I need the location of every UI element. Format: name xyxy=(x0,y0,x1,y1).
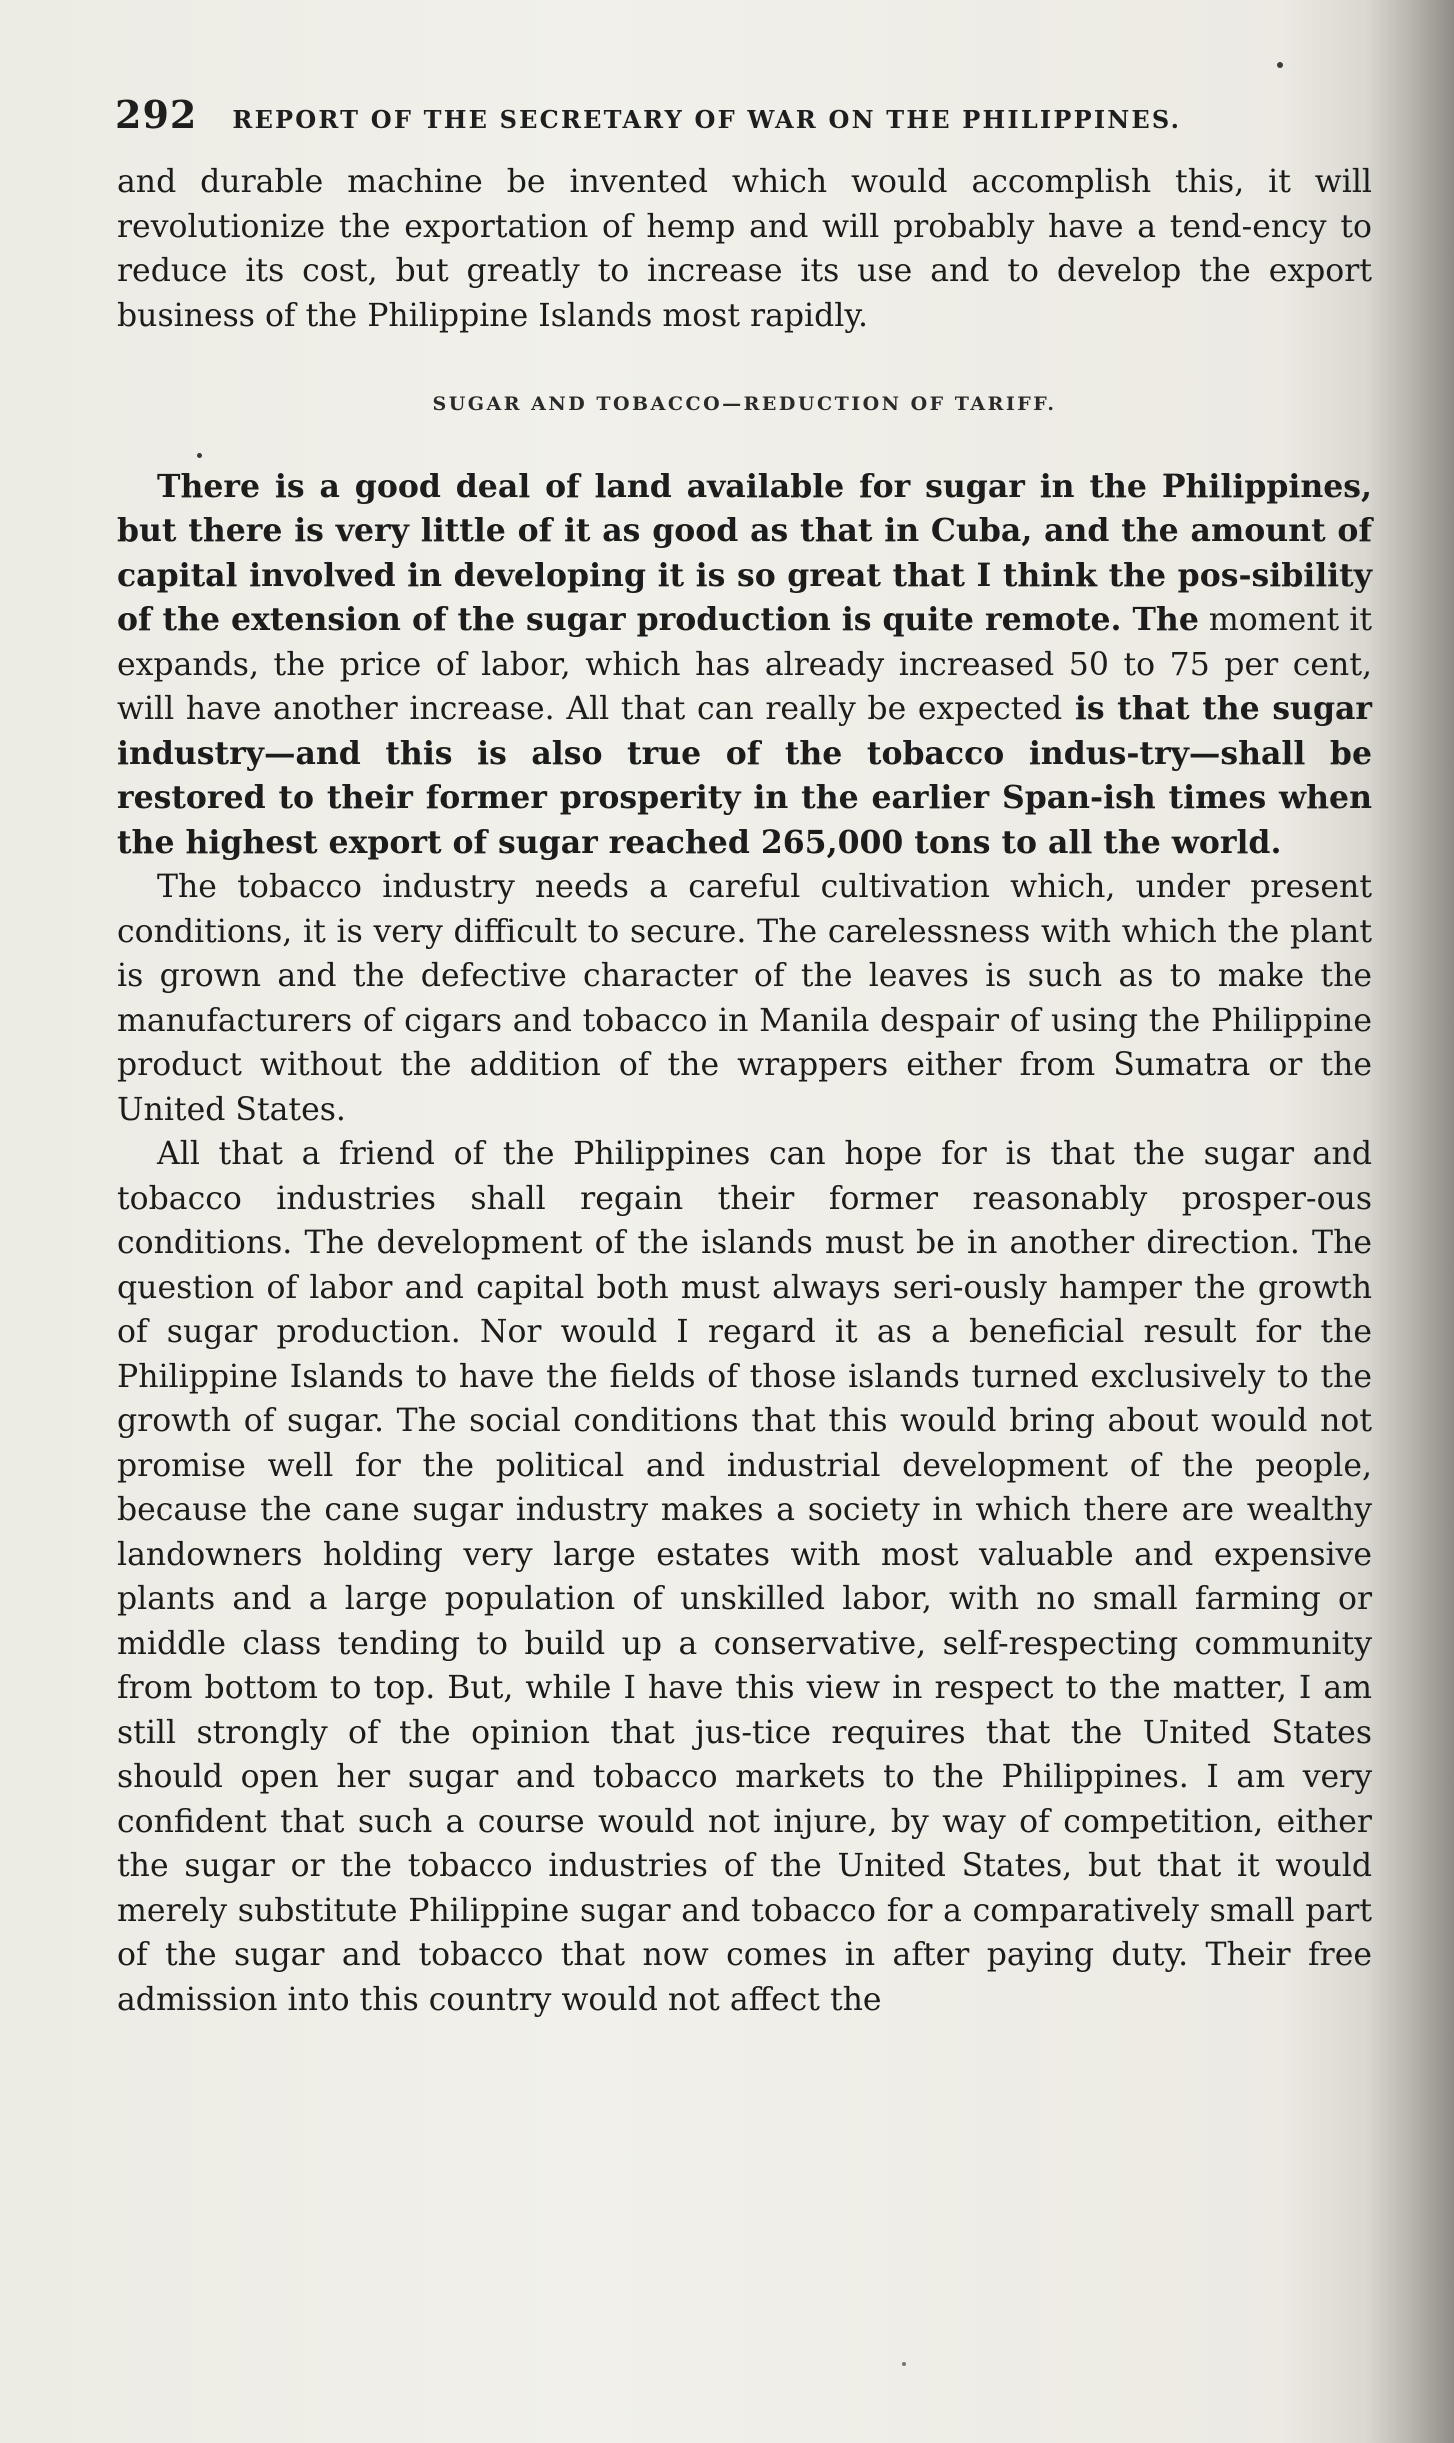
paragraph-sugar-land xyxy=(117,465,1372,866)
page-number: 292 xyxy=(115,92,198,137)
paragraph-friend-of-philippines: All that a friend of the Philippines can hope for is that the sugar and tobacco industries shall regain their former reasonably prosper-ous conditions. The development of the islands must be in another direction. The question of labor and capital both must always seri-ously hamper the growth of sugar production. Nor would I regard it as a beneficial result for the Philippine Islands to have the fields of those islands turned exclusively to the growth of sugar. The social conditions that this would bring about would not promise well for the political and industrial development of the people, because the cane sugar industry makes a society in which there are wealthy landowners holding very large estates with most valuable and expensive plants and a large population of unskilled labor, with no small farming or middle class tending to build up a conservative, self-respecting community from bottom to top. But, while I have this view in respect to the matter, I am still strongly of the opinion that jus-tice requires that the United States should open her sugar and tobacco markets to the Philippines. I am very confident that such a course would not injure, by way of competition, either the sugar or the tobacco industries of the United States, but that it would merely substitute Philippine sugar and tobacco for a comparatively small part of the sugar and tobacco that now comes in after paying duty. Their free admission into this country would not affect the xyxy=(117,1136,1372,2018)
paragraph-sugar-land-part-3: is that the sugar industry—and this is also true of the tobacco indus-try—shall be restored to their former prosperity in the earlier Span-ish times when the highest export of sugar reached 265,000 tons to all the world. xyxy=(117,690,1372,861)
page-header xyxy=(115,92,1315,137)
paragraph-tobacco-industry: The tobacco industry needs a careful cultivation which, under present conditions, it is very difficult to secure. The carelessness with which the plant is grown and the defective character of the leaves is such as to make the manufacturers of cigars and tobacco in Manila despair of using the Philippine product without the addition of the wrappers either from Sumatra or the United States. xyxy=(117,869,1372,1128)
print-speck xyxy=(197,453,202,458)
section-heading: SUGAR AND TOBACCO—REDUCTION OF TARIFF. xyxy=(432,393,1057,415)
paragraph-sugar-land-part-1: There is a good deal of land available for sugar in the Philippines, but there is very little of it as good as that in Cuba, and the amount of capital involved in developing it is so great that I think the pos-sibility of the extension of the sugar production is quite remote. The xyxy=(117,467,1372,638)
print-speck xyxy=(1277,62,1283,68)
paragraph-sugar-land-part-2: moment it expands, the price of labor, which has already increased 50 to 75 per cent, will have another increase. All that can really be expected xyxy=(117,602,1372,727)
body-text xyxy=(117,160,1372,2022)
paragraph-continuation: and durable machine be invented which would accomplish this, it will revolutionize the exportation of hemp and will probably have a tend-ency to reduce its cost, but greatly to increase its use and to develop the export business of the Philippine Islands most rapidly. xyxy=(117,164,1372,334)
running-head: REPORT OF THE SECRETARY OF WAR ON THE PHILIPPINES. xyxy=(232,105,1182,134)
print-speck xyxy=(902,2362,906,2366)
